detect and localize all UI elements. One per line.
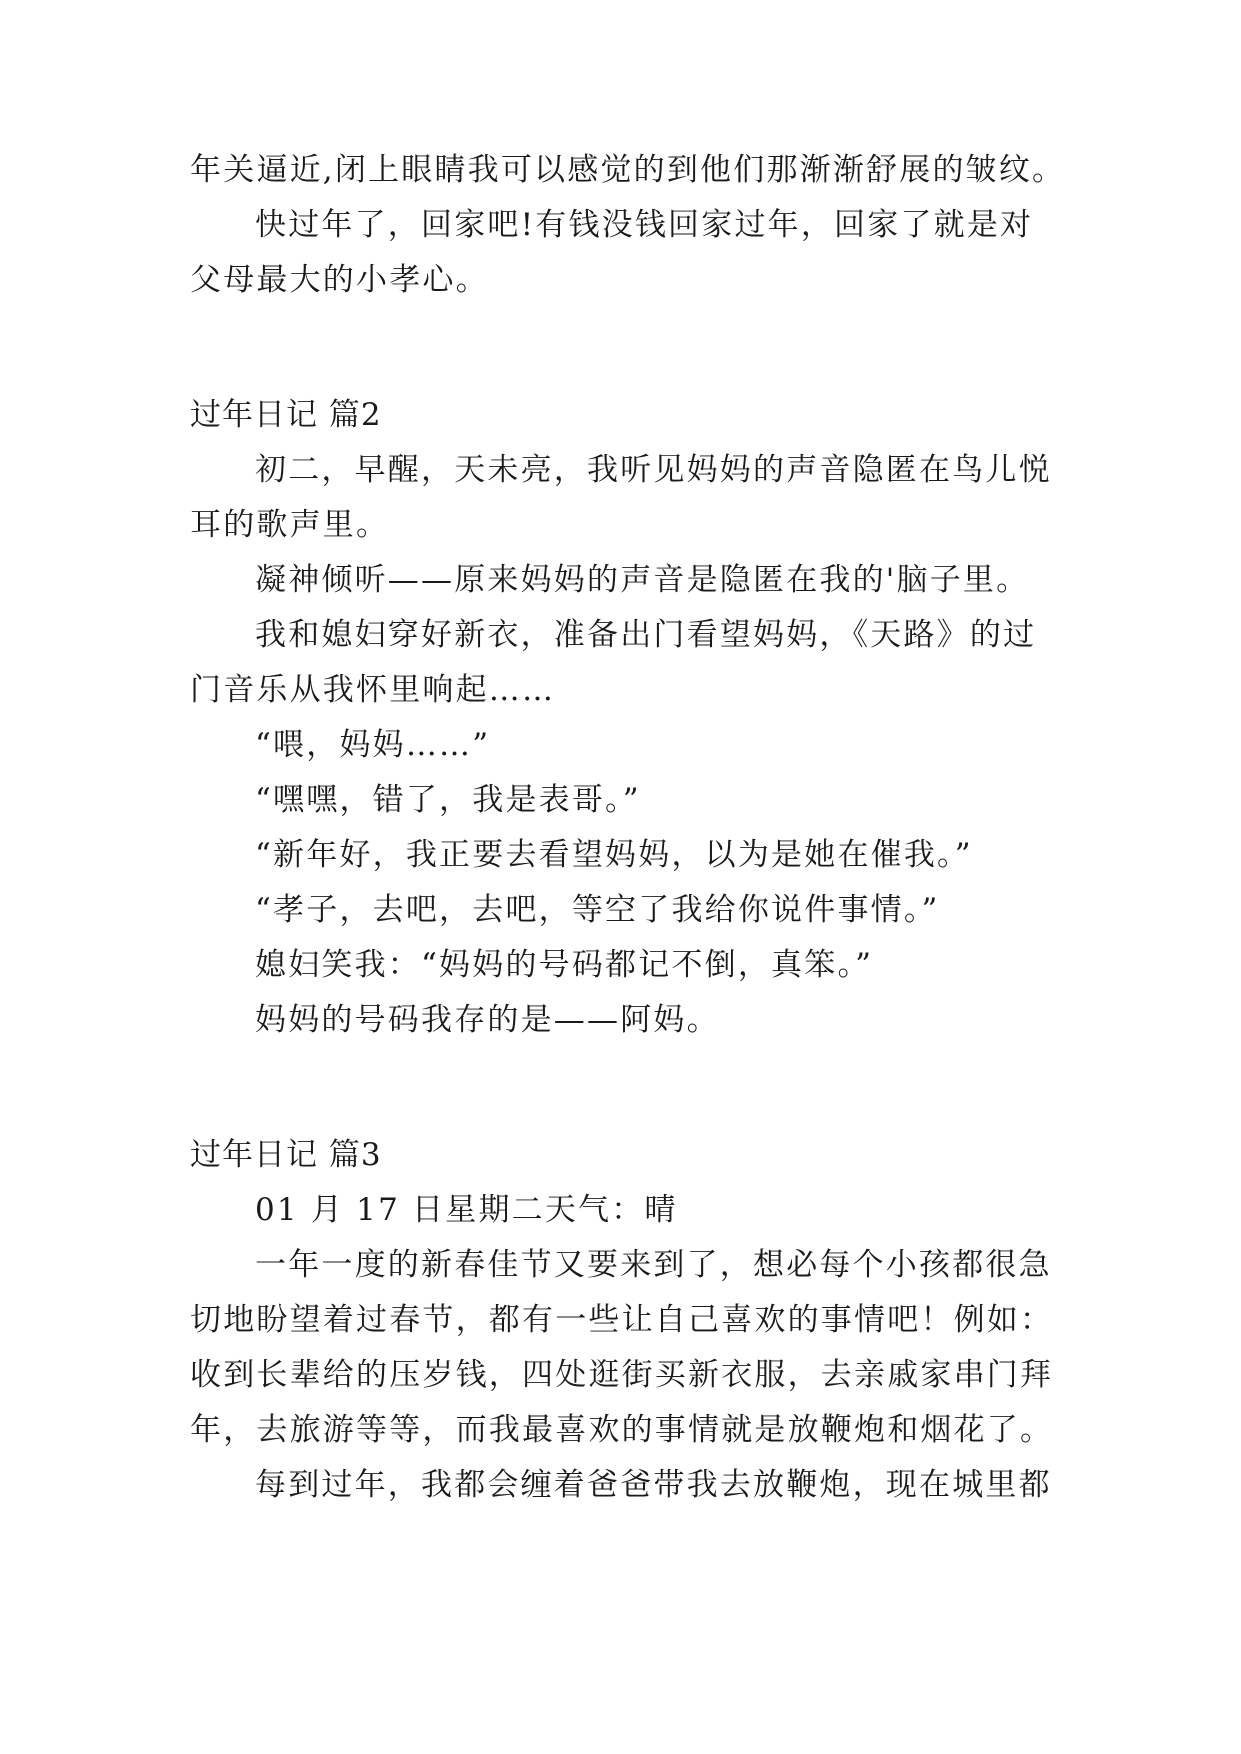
dialogue-line: “孝子，去吧，去吧，等空了我给你说件事情。”: [255, 892, 940, 928]
paragraph-line: 每到过年，我都会缠着爸爸带我去放鞭炮，现在城里都: [255, 1467, 1052, 1503]
paragraph-line: 年，去旅游等等，而我最喜欢的事情就是放鞭炮和烟花了。: [190, 1412, 1054, 1448]
section-heading-2: 过年日记 篇2: [190, 397, 382, 433]
paragraph-line: 耳的歌声里。: [190, 507, 390, 543]
paragraph-line: 年关逼近,闭上眼睛我可以感觉的到他们那渐渐舒展的皱纹。: [190, 152, 1066, 188]
paragraph-line: 门音乐从我怀里响起……: [190, 672, 556, 708]
paragraph-line: 妈妈的号码我存的是——阿妈。: [255, 1002, 720, 1038]
paragraph-line: 媳妇笑我：“妈妈的号码都记不倒，真笨。”: [255, 947, 874, 983]
section-heading-3: 过年日记 篇3: [190, 1137, 382, 1173]
paragraph-line: 收到长辈给的压岁钱，四处逛街买新衣服，去亲戚家串门拜: [190, 1357, 1054, 1393]
paragraph-line: 父母最大的小孝心。: [190, 262, 489, 298]
paragraph-line: 切地盼望着过春节，都有一些让自己喜欢的事情吧！例如：: [190, 1302, 1054, 1338]
paragraph-line: 快过年了，回家吧!有钱没钱回家过年，回家了就是对: [255, 207, 1034, 243]
paragraph-line: 初二，早醒，天未亮，我听见妈妈的声音隐匿在鸟儿悦: [255, 452, 1052, 488]
date-weather-line: 01 月 17 日星期二天气：晴: [255, 1192, 678, 1228]
paragraph-line: 我和媳妇穿好新衣，准备出门看望妈妈，《天路》的过: [255, 617, 1037, 653]
dialogue-line: “嘿嘿，错了，我是表哥。”: [255, 782, 641, 818]
paragraph-line: 凝神倾听——原来妈妈的声音是隐匿在我的'脑子里。: [255, 562, 1030, 598]
dialogue-line: “喂，妈妈……”: [255, 727, 491, 763]
dialogue-line: “新年好，我正要去看望妈妈，以为是她在催我。”: [255, 837, 973, 873]
paragraph-line: 一年一度的新春佳节又要来到了，想必每个小孩都很急: [255, 1247, 1052, 1283]
